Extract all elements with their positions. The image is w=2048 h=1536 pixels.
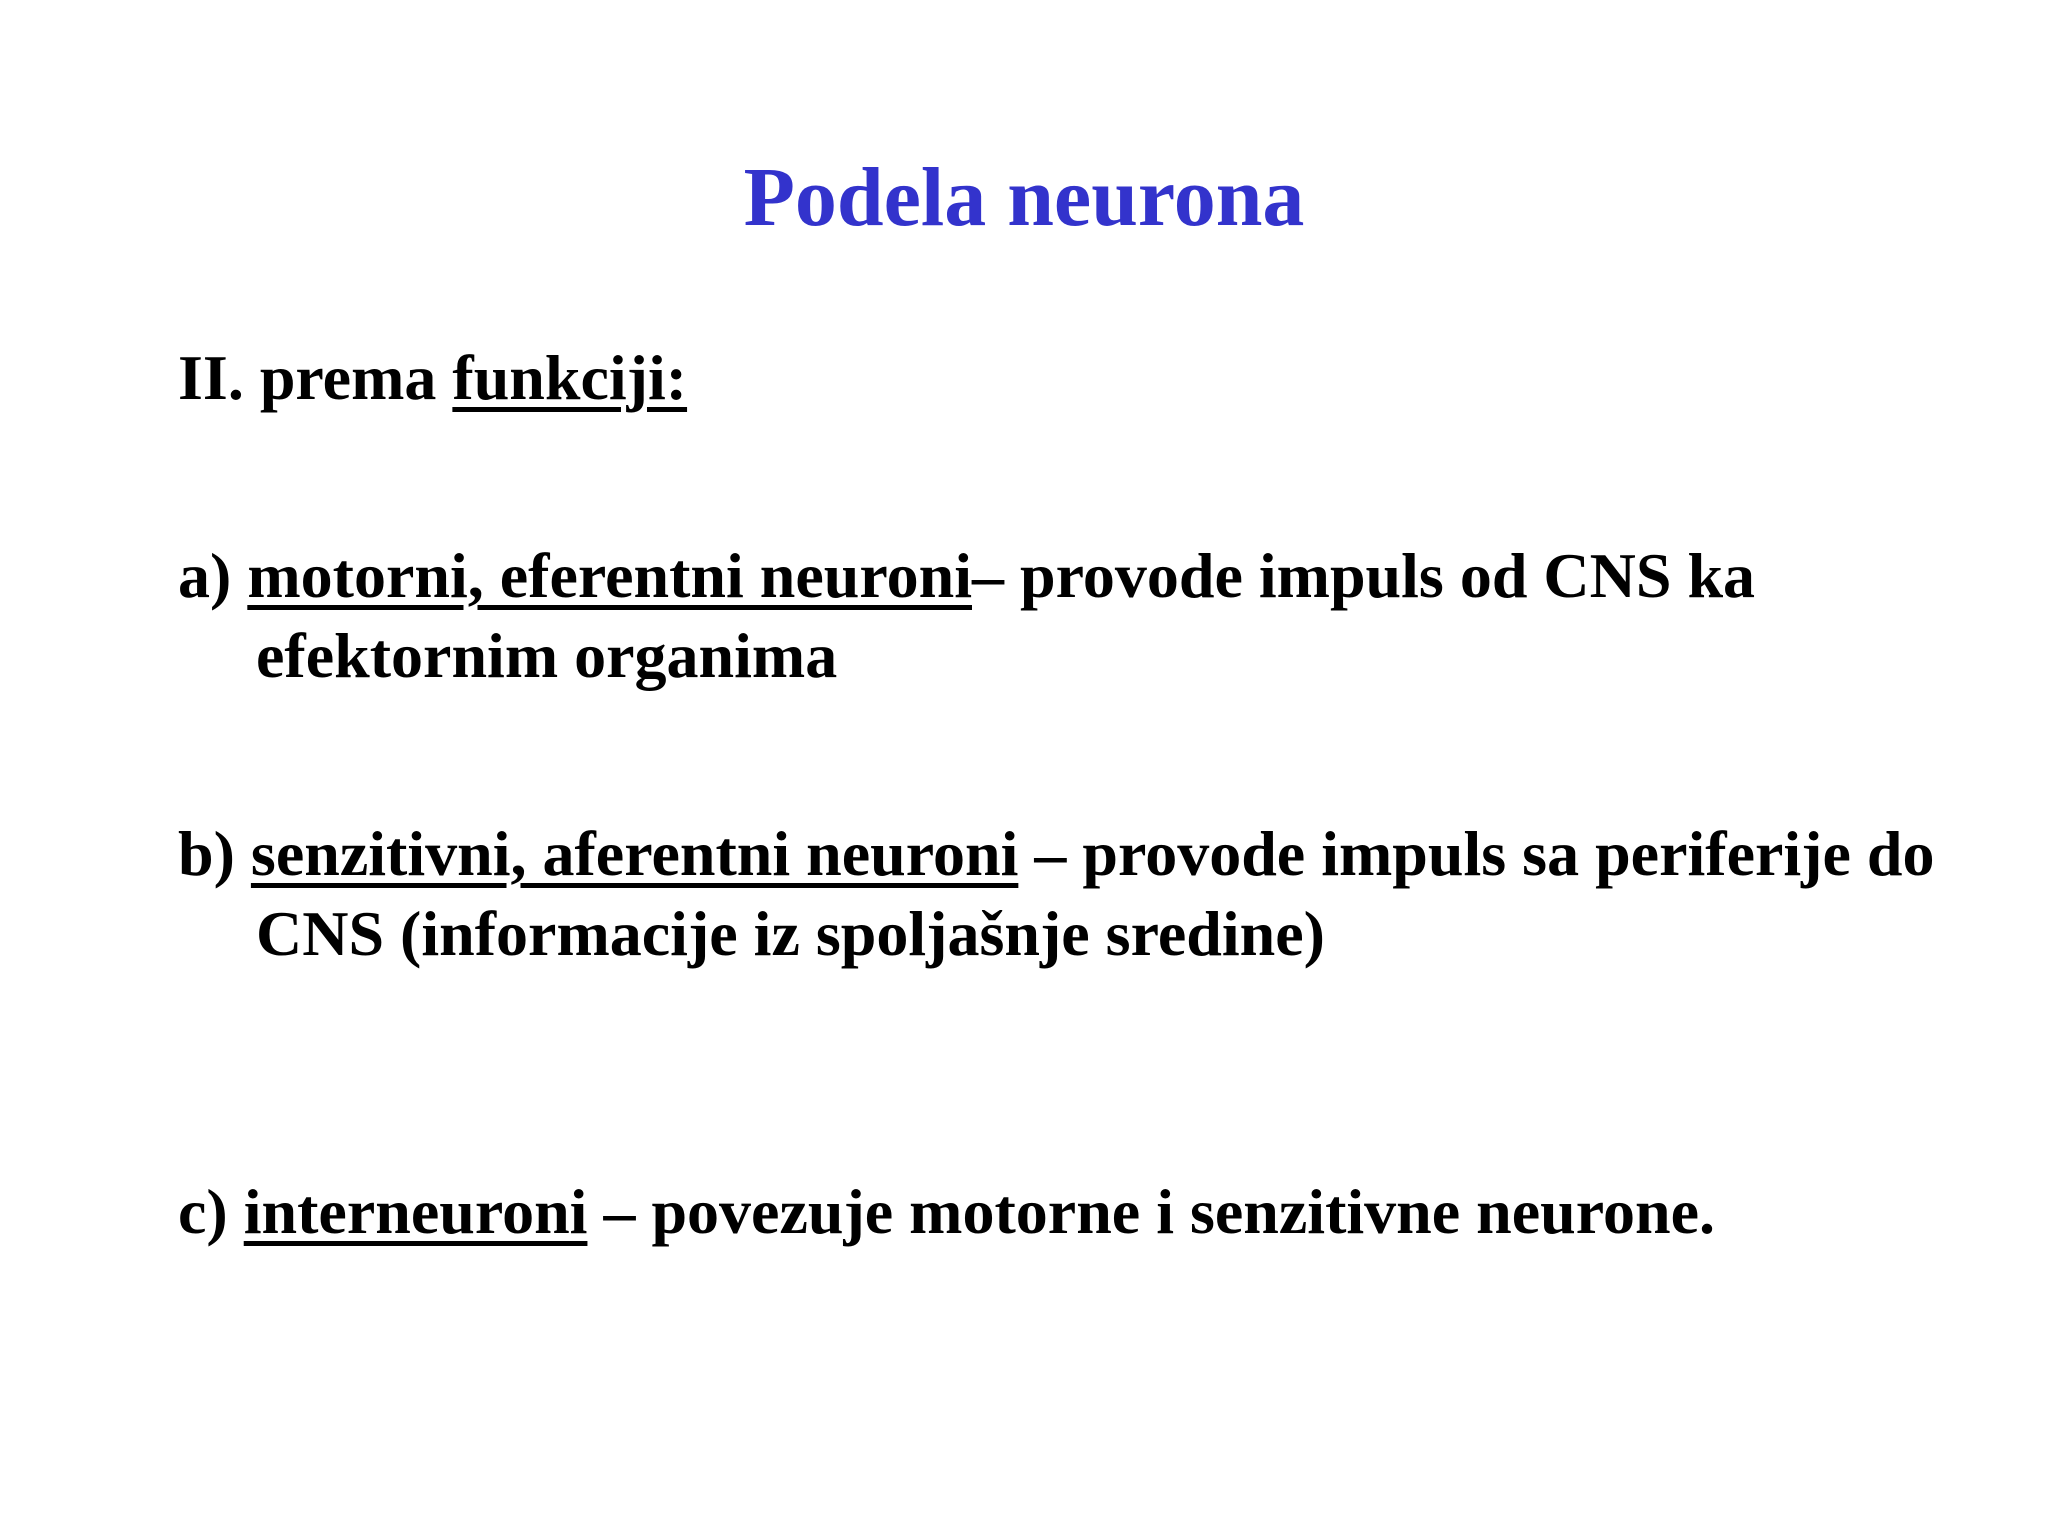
- item-description: – povezuje motorne i senzitivne neurone.: [587, 1176, 1715, 1247]
- item-description: – provode impuls od CNS ka efektornim organima: [256, 540, 1756, 691]
- heading-prefix: II. prema: [178, 342, 453, 413]
- item-term: motorni, eferentni neuroni: [247, 540, 972, 611]
- item-marker: a): [178, 540, 248, 611]
- item-term: senzitivni, aferentni neuroni: [250, 818, 1019, 889]
- slide-title: Podela neurona: [743, 151, 1305, 244]
- list-item-sensory: [178, 814, 1996, 974]
- item-marker: c): [178, 1176, 244, 1247]
- list-item-motor: [178, 536, 1996, 696]
- item-marker: b): [178, 818, 251, 889]
- item-description: – provode impuls sa periferije do CNS (informacije iz spoljašnje sredine): [256, 818, 1951, 969]
- heading-underlined: funkciji:: [452, 342, 688, 413]
- list-item-interneuron: [178, 1172, 1996, 1252]
- section-heading: [178, 338, 687, 418]
- item-term: interneuroni: [243, 1176, 588, 1247]
